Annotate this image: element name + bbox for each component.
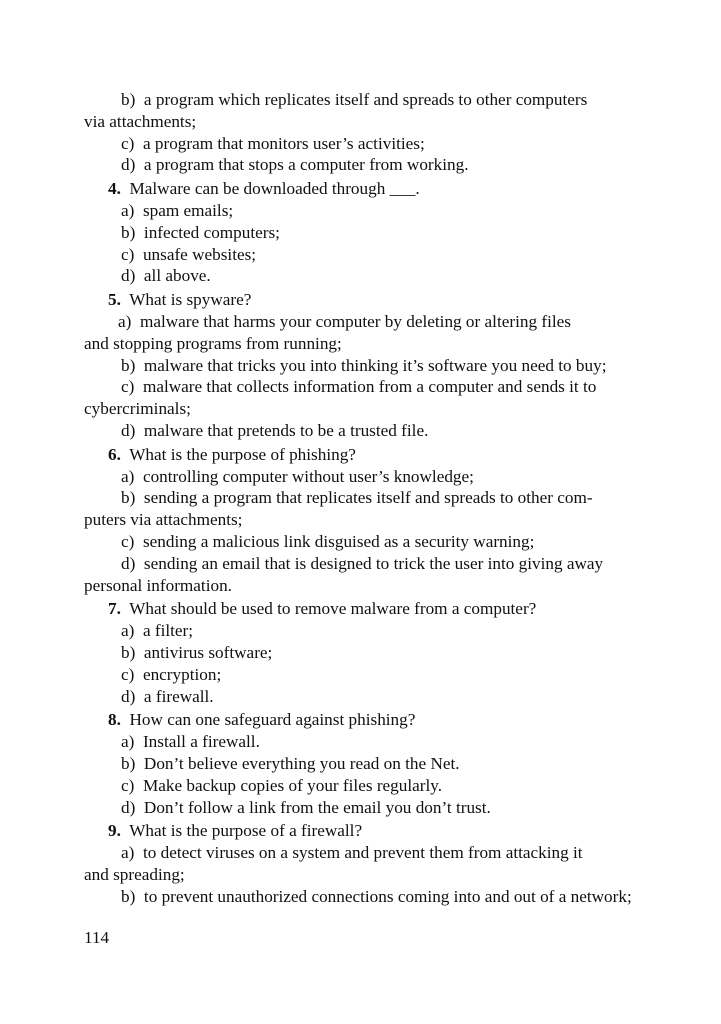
answer-option [84, 133, 639, 155]
option-text: sending a program that replicates itself and spreads to other com- [143, 488, 593, 508]
option-text: Make backup copies of your files regularly. [142, 775, 443, 795]
question-number: 5. [108, 290, 121, 310]
answer-option [84, 531, 639, 553]
option-label: d) [121, 155, 136, 175]
option-text: malware that pretends to be a trusted file. [143, 420, 429, 440]
option-continuation: and stopping programs from running; [84, 333, 342, 353]
question-number: 9. [108, 821, 121, 841]
answer-option [84, 886, 639, 908]
option-continuation: via attachments; [84, 111, 197, 131]
option-continuation: and spreading; [84, 864, 185, 884]
option-text: sending an email that is designed to trick the user into giving away [143, 553, 604, 573]
answer-option [84, 797, 639, 819]
option-text: to detect viruses on a system and prevent them from attacking it [142, 843, 583, 863]
answer-option [84, 222, 639, 244]
option-label: d) [121, 797, 136, 817]
answer-option [84, 620, 639, 642]
option-text: malware that harms your computer by deleting or altering files [139, 311, 571, 331]
answer-option [84, 154, 639, 176]
option-text: unsafe websites; [142, 244, 257, 264]
question-text: What should be used to remove malware from a computer? [129, 599, 537, 619]
option-text: a program which replicates itself and spreads to other computers [143, 90, 588, 109]
answer-option [84, 553, 639, 597]
answer-option [84, 420, 639, 442]
option-text: a firewall. [143, 686, 214, 706]
answer-option [84, 376, 639, 420]
option-text: Don’t follow a link from the email you don’t trust. [143, 797, 491, 817]
answer-option [84, 642, 639, 664]
answer-option [84, 775, 639, 797]
answer-option [84, 355, 639, 377]
question-text: What is the purpose of a firewall? [129, 821, 363, 841]
answer-option [84, 311, 639, 355]
answer-option [84, 842, 639, 886]
question [84, 289, 639, 311]
option-label: a) [121, 200, 135, 220]
question [84, 598, 639, 620]
option-label: a) [121, 621, 135, 641]
option-label: b) [121, 886, 136, 906]
option-label: b) [121, 355, 136, 375]
option-text: antivirus software; [143, 642, 273, 662]
answer-option [84, 487, 639, 531]
option-text: to prevent unauthorized connections coming into and out of a network; [143, 886, 632, 906]
answer-option [84, 753, 639, 775]
option-text: a program that monitors user’s activities; [142, 133, 425, 153]
option-label: c) [121, 664, 135, 684]
option-label: d) [121, 686, 136, 706]
option-continuation: puters via attachments; [84, 510, 243, 530]
option-label: b) [121, 753, 136, 773]
question-text: What is the purpose of phishing? [129, 444, 356, 464]
option-label: d) [121, 553, 136, 573]
option-label: c) [121, 775, 135, 795]
option-label: a) [118, 311, 132, 331]
option-continuation: cybercriminals; [84, 399, 191, 419]
option-label: b) [121, 488, 136, 508]
option-text: Don’t believe everything you read on the Net. [143, 753, 460, 773]
question [84, 444, 639, 466]
question-number: 6. [108, 444, 121, 464]
option-text: Install a firewall. [142, 732, 260, 752]
option-continuation: personal information. [84, 575, 232, 595]
option-label: c) [121, 377, 135, 397]
answer-option [84, 664, 639, 686]
question-number: 4. [108, 179, 121, 199]
option-text: sending a malicious link disguised as a security warning; [142, 531, 535, 551]
option-label: b) [121, 90, 136, 109]
option-text: malware that tricks you into thinking it’s software you need to buy; [143, 355, 607, 375]
option-label: a) [121, 732, 135, 752]
option-label: a) [121, 466, 135, 486]
option-text: encryption; [142, 664, 222, 684]
option-text: controlling computer without user’s knowledge; [142, 466, 474, 486]
option-label: b) [121, 222, 136, 242]
option-text: a program that stops a computer from working. [143, 155, 469, 175]
page-body [84, 89, 639, 907]
option-text: malware that collects information from a computer and sends it to [142, 377, 597, 397]
option-text: all above. [143, 266, 211, 286]
option-label: d) [121, 420, 136, 440]
option-text: spam emails; [142, 200, 234, 220]
answer-option [84, 466, 639, 488]
option-label: c) [121, 133, 135, 153]
question-text: What is spyware? [129, 290, 252, 310]
option-label: c) [121, 531, 135, 551]
question [84, 820, 639, 842]
question [84, 178, 639, 200]
page-number: 114 [84, 928, 110, 947]
question-number: 7. [108, 599, 121, 619]
option-text: infected computers; [143, 222, 280, 242]
question-number: 8. [108, 710, 121, 730]
answer-option [84, 731, 639, 753]
answer-option [84, 265, 639, 287]
answer-option [84, 686, 639, 708]
question [84, 709, 639, 731]
option-label: c) [121, 244, 135, 264]
answer-option [84, 244, 639, 266]
question-text: How can one safeguard against phishing? [129, 710, 416, 730]
question-text: Malware can be downloaded through ___. [129, 179, 420, 199]
option-label: a) [121, 843, 135, 863]
answer-option [84, 200, 639, 222]
option-text: a filter; [142, 621, 194, 641]
option-label: d) [121, 266, 136, 286]
option-label: b) [121, 642, 136, 662]
answer-option [84, 89, 639, 133]
